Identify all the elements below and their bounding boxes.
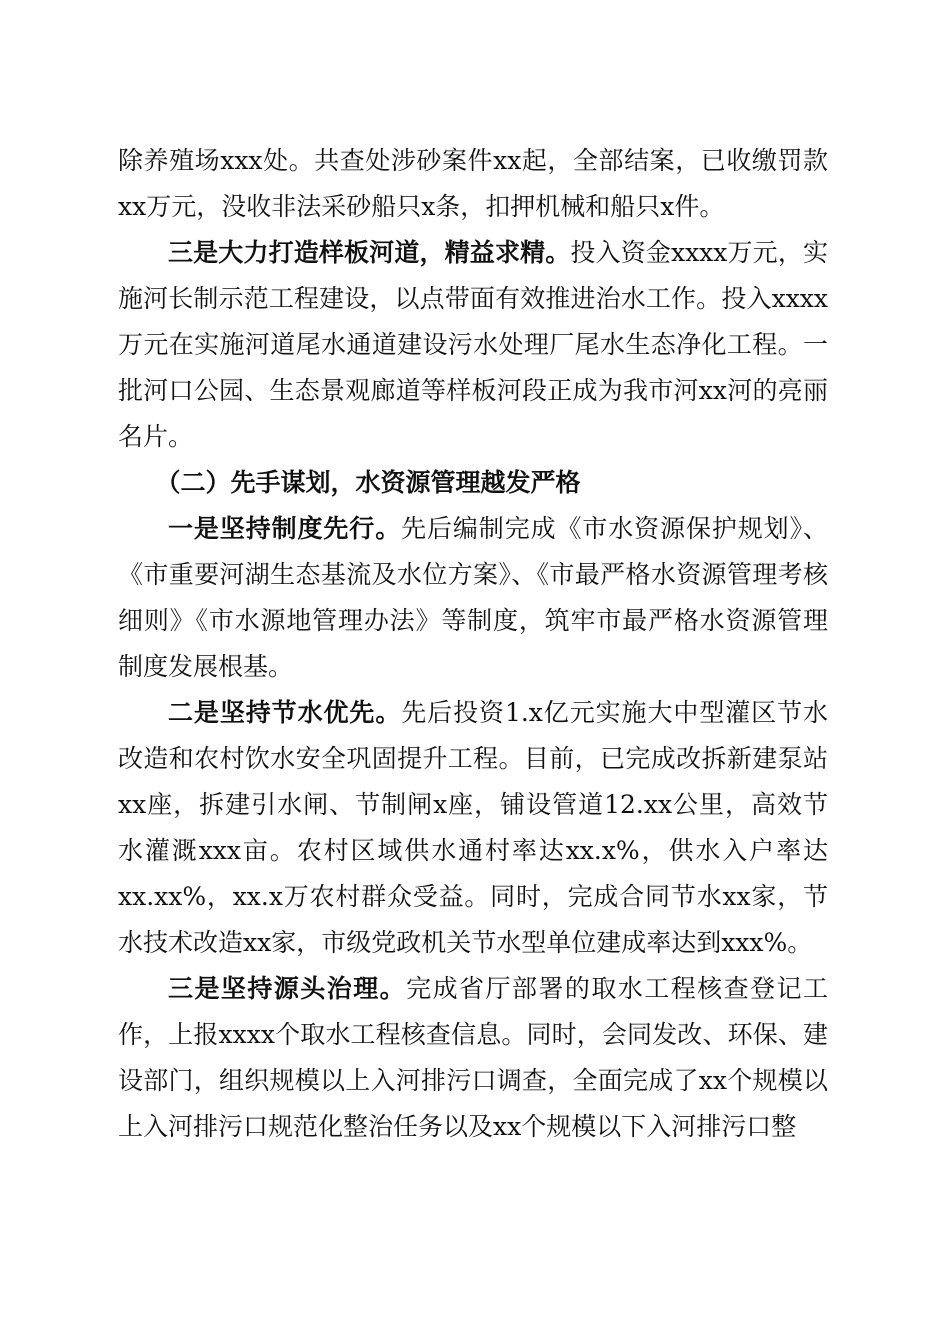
- paragraph-lead: 一是坚持制度先行。: [168, 514, 402, 543]
- paragraph-water-saving: [118, 690, 828, 966]
- paragraph-text: 除养殖场xxx处。共查处涉砂案件xx起，全部结案，已收缴罚款xx万元，没收非法采砂船只x条，扣押机械和船只x件。: [118, 146, 828, 221]
- paragraph-text: 先后投资1.x亿元实施大中型灌区节水改造和农村饮水安全巩固提升工程。目前，已完成改拆新建泵站xx座，拆建引水闸、节制闸x座，铺设管道12.xx公里，高效节水灌溉xxx亩。农村区域供水通村率达xx.x%，供水入户率达xx.xx%，xx.x万农村群众受益。同时，完成合同节水xx家，节水技术改造xx家，市级党政机关节水型单位建成率达到xxx%。: [118, 698, 828, 957]
- paragraph-lead: 三是坚持源头治理。: [168, 974, 407, 1003]
- paragraph-system-first: [118, 506, 828, 690]
- paragraph-continuation: [118, 138, 828, 230]
- paragraph-source-control: [118, 966, 828, 1150]
- paragraph-text: 先后编制完成《市水资源保护规划》、《市重要河湖生态基流及水位方案》、《市最严格水资源管理考核细则》《市水源地管理办法》等制度，筑牢市最严格水资源管理制度发展根基。: [118, 514, 828, 681]
- paragraph-lead: 三是大力打造样板河道，精益求精。: [168, 238, 571, 267]
- paragraph-text: 完成省厅部署的取水工程核查登记工作，上报xxxx个取水工程核查信息。同时，会同发改、环保、建设部门，组织规模以上入河排污口调查，全面完成了xx个规模以上入河排污口规范化整治任务以及xx个规模以下入河排污口整: [118, 974, 828, 1141]
- document-page: [118, 138, 828, 1150]
- paragraph-text: 投入资金xxxx万元，实施河长制示范工程建设，以点带面有效推进治水工作。投入xxxx万元在实施河道尾水通道建设污水处理厂尾水生态净化工程。一批河口公园、生态景观廊道等样板河段正成为我市河xx河的亮丽名片。: [118, 238, 828, 451]
- paragraph-model-river: [118, 230, 828, 460]
- section-heading: （二）先手谋划，水资源管理越发严格: [155, 468, 581, 497]
- paragraph-lead: 二是坚持节水优先。: [168, 698, 402, 727]
